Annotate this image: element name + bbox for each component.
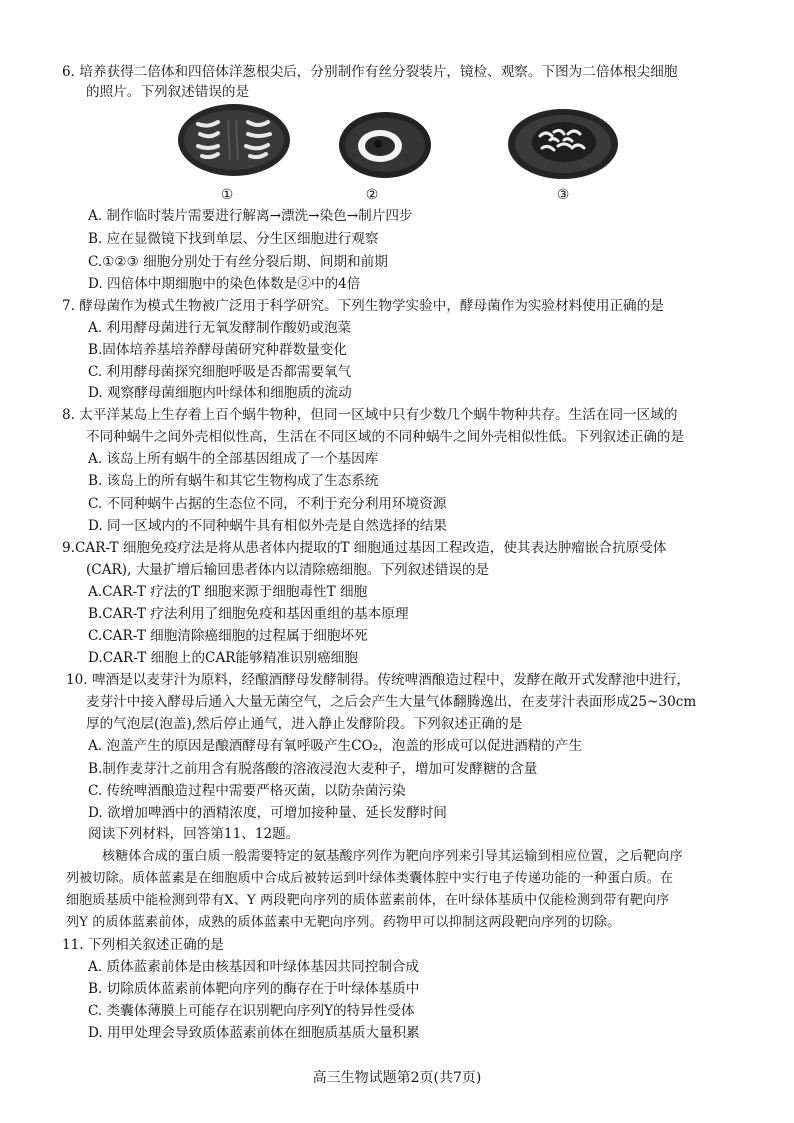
q10-stem-line3: 厚的气泡层(泡盖),然后停止通气，进入静止发酵阶段。下列叙述正确的是 — [86, 716, 523, 732]
q7-option-c: C. 利用酵母菌探究细胞呼吸是否都需要氧气 — [88, 364, 352, 380]
q10-option-d: D. 欲增加啤酒中的酒精浓度，可增加接种量、延长发酵时间 — [88, 805, 447, 821]
q9-stem-line2: (CAR), 大量扩增后输回患者体内以清除癌细胞。下列叙述错误的是 — [86, 562, 490, 578]
q10-stem-line2: 麦芽汁中接入酵母后通入大量无菌空气，之后会产生大量气体翻腾逸出，在麦芽汁表面形成25~30cm — [86, 694, 697, 710]
cell-photo-1 — [176, 100, 292, 178]
material-line-1: 核糖体合成的蛋白质一般需要特定的氨基酸序列作为靶向序列来引导其运输到相应位置，之后靶向序 — [102, 849, 683, 864]
material-line-2: 列被切除。质体蓝素是在细胞质中合成后被转运到叶绿体类囊体腔中实行电子传递功能的一种蛋白质。在 — [66, 871, 674, 886]
material-line-4: 列Y 的质体蓝素前体，成熟的质体蓝素中无靶向序列。药物甲可以抑制这两段靶向序列的切除。 — [66, 915, 621, 930]
material-intro: 阅读下列材料，回答第11、12题。 — [88, 826, 300, 842]
q9-option-c: C.CAR-T 细胞清除癌细胞的过程属于细胞坏死 — [88, 628, 368, 644]
cell-photo-2 — [338, 110, 432, 180]
q11-option-b: B. 切除质体蓝素前体靶向序列的酶存在于叶绿体基质中 — [88, 981, 420, 997]
q6-option-b: B. 应在显微镜下找到单层、分生区细胞进行观察 — [88, 231, 379, 247]
q9-option-b: B.CAR-T 疗法利用了细胞免疫和基因重组的基本原理 — [88, 606, 409, 622]
figure-label-2: ② — [365, 187, 379, 203]
q9-stem-line1: 9.CAR-T 细胞免疫疗法是将从患者体内提取的T 细胞通过基因工程改造，使其表达肿瘤嵌合抗原受体 — [62, 540, 667, 556]
q6-stem-line1: 6. 培养获得二倍体和四倍体洋葱根尖后，分别制作有丝分裂装片，镜检、观察。下图为二倍体根尖细胞 — [62, 64, 678, 80]
q9-option-d: D.CAR-T 细胞上的CAR能够精准识别癌细胞 — [88, 650, 358, 666]
q11-option-d: D. 用甲处理会导致质体蓝素前体在细胞质基质大量积累 — [88, 1025, 420, 1041]
page-footer: 高三生物试题第2页(共7页) — [312, 1070, 482, 1086]
q7-option-d: D. 观察酵母菌细胞内叶绿体和细胞质的流动 — [88, 385, 352, 401]
q8-option-d: D. 同一区域内的不同种蜗牛具有相似外壳是自然选择的结果 — [88, 518, 447, 534]
q6-option-a: A. 制作临时装片需要进行解离→漂洗→染色→制片四步 — [88, 208, 413, 224]
q6-figure — [0, 100, 794, 196]
q8-option-a: A. 该岛上所有蜗牛的全部基因组成了一个基因库 — [88, 451, 379, 467]
q10-option-b: B.制作麦芽汁之前用含有脱落酸的溶液浸泡大麦种子，增加可发酵糖的含量 — [88, 761, 538, 777]
q10-option-a: A. 泡盖产生的原因是酿酒酵母有氧呼吸产生CO₂，泡盖的形成可以促进酒精的产生 — [88, 738, 583, 754]
q10-option-c: C. 传统啤酒酿造过程中需要严格灭菌，以防杂菌污染 — [88, 783, 406, 799]
q7-option-b: B.固体培养基培养酵母菌研究种群数量变化 — [88, 342, 347, 358]
q8-stem-line2: 不同种蜗牛之间外壳相似性高，生活在不同区域的不同种蜗牛之间外壳相似性低。下列叙述正确的是 — [86, 429, 685, 445]
figure-label-3: ③ — [556, 187, 570, 203]
q8-option-c: C. 不同种蜗牛占据的生态位不同，不利于充分利用环境资源 — [88, 496, 447, 512]
q9-option-a: A.CAR-T 疗法的T 细胞来源于细胞毒性T 细胞 — [88, 584, 368, 600]
q10-stem-line1: 10. 啤酒是以麦芽汁为原料，经酿酒酵母发酵制得。传统啤酒酿造过程中，发酵在敞开式发酵池中进行， — [66, 672, 691, 688]
q7-option-a: A. 利用酵母菌进行无氧发酵制作酸奶或泡菜 — [88, 320, 352, 336]
q11-stem: 11. 下列相关叙述正确的是 — [62, 937, 224, 953]
figure-label-1: ① — [220, 187, 234, 203]
q8-option-b: B. 该岛上的所有蜗牛和其它生物构成了生态系统 — [88, 473, 379, 489]
q7-stem: 7. 酵母菌作为模式生物被广泛用于科学研究。下列生物学实验中，酵母菌作为实验材料使用正确的是 — [62, 298, 664, 314]
q11-option-c: C. 类囊体薄膜上可能存在识别靶向序列Y的特异性受体 — [88, 1003, 415, 1019]
q6-stem-line2: 的照片。下列叙述错误的是 — [86, 84, 250, 100]
material-line-3: 细胞质基质中能检测到带有X、Y 两段靶向序列的质体蓝素前体，在叶绿体基质中仅能检测到带有靶向序 — [66, 893, 670, 908]
q6-option-d: D. 四倍体中期细胞中的染色体数是②中的4倍 — [88, 276, 361, 292]
q6-option-c: C.①②③ 细胞分别处于有丝分裂后期、间期和前期 — [88, 254, 388, 270]
cell-photo-3 — [506, 106, 620, 182]
q8-stem-line1: 8. 太平洋某岛上生存着上百个蜗牛物种，但同一区域中只有少数几个蜗牛物种共存。生活在同一区域的 — [62, 407, 678, 423]
q11-option-a: A. 质体蓝素前体是由核基因和叶绿体基因共同控制合成 — [88, 959, 420, 975]
